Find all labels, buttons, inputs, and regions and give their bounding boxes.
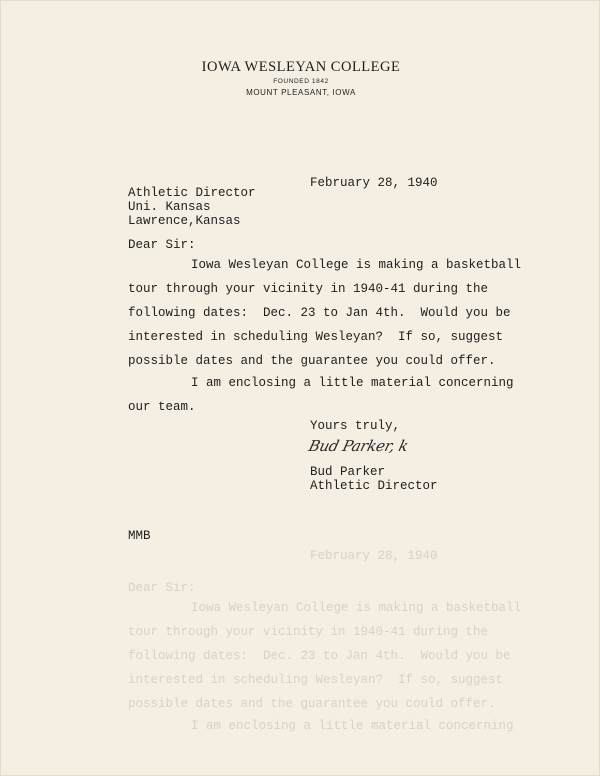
body-line: tour through your vicinity in 1940-41 during the bbox=[128, 282, 489, 296]
show-through-text: Iowa Wesleyan College is making a basketball bbox=[191, 601, 522, 615]
signer-name: Bud Parker bbox=[310, 465, 386, 479]
body-line: following dates: Dec. 23 to Jan 4th. Would you be bbox=[128, 306, 511, 320]
body-line: Iowa Wesleyan College is making a basketball bbox=[191, 258, 522, 272]
show-through-text: possible dates and the guarantee you could offer. bbox=[128, 697, 496, 711]
typist-initials: MMB bbox=[128, 529, 151, 543]
show-through-text: I am enclosing a little material concerning bbox=[191, 719, 514, 733]
body-line: our team. bbox=[128, 400, 196, 414]
recipient-line-1: Athletic Director bbox=[128, 186, 256, 200]
salutation: Dear Sir: bbox=[128, 238, 196, 252]
handwritten-signature: Bud Parker, k bbox=[306, 437, 411, 455]
closing: Yours truly, bbox=[310, 419, 401, 433]
signer-title: Athletic Director bbox=[310, 479, 438, 493]
letterhead-founded: FOUNDED 1842 bbox=[273, 78, 329, 85]
show-through-text: following dates: Dec. 23 to Jan 4th. Would you be bbox=[128, 649, 511, 663]
recipient-line-2: Uni. Kansas bbox=[128, 200, 211, 214]
show-through-text: interested in scheduling Wesleyan? If so, suggest bbox=[128, 673, 504, 687]
letterhead-institution: IOWA WESLEYAN COLLEGE bbox=[201, 59, 401, 75]
body-line: interested in scheduling Wesleyan? If so, suggest bbox=[128, 330, 504, 344]
recipient-line-3: Lawrence,Kansas bbox=[128, 214, 241, 228]
body-line: possible dates and the guarantee you could offer. bbox=[128, 354, 496, 368]
show-through-text: Dear Sir: bbox=[128, 581, 196, 595]
letter-date: February 28, 1940 bbox=[310, 176, 438, 190]
body-line: I am enclosing a little material concerning bbox=[191, 376, 514, 390]
show-through-text: February 28, 1940 bbox=[310, 549, 438, 563]
letterhead-location: MOUNT PLEASANT, IOWA bbox=[246, 88, 356, 97]
show-through-text: tour through your vicinity in 1940-41 during the bbox=[128, 625, 489, 639]
